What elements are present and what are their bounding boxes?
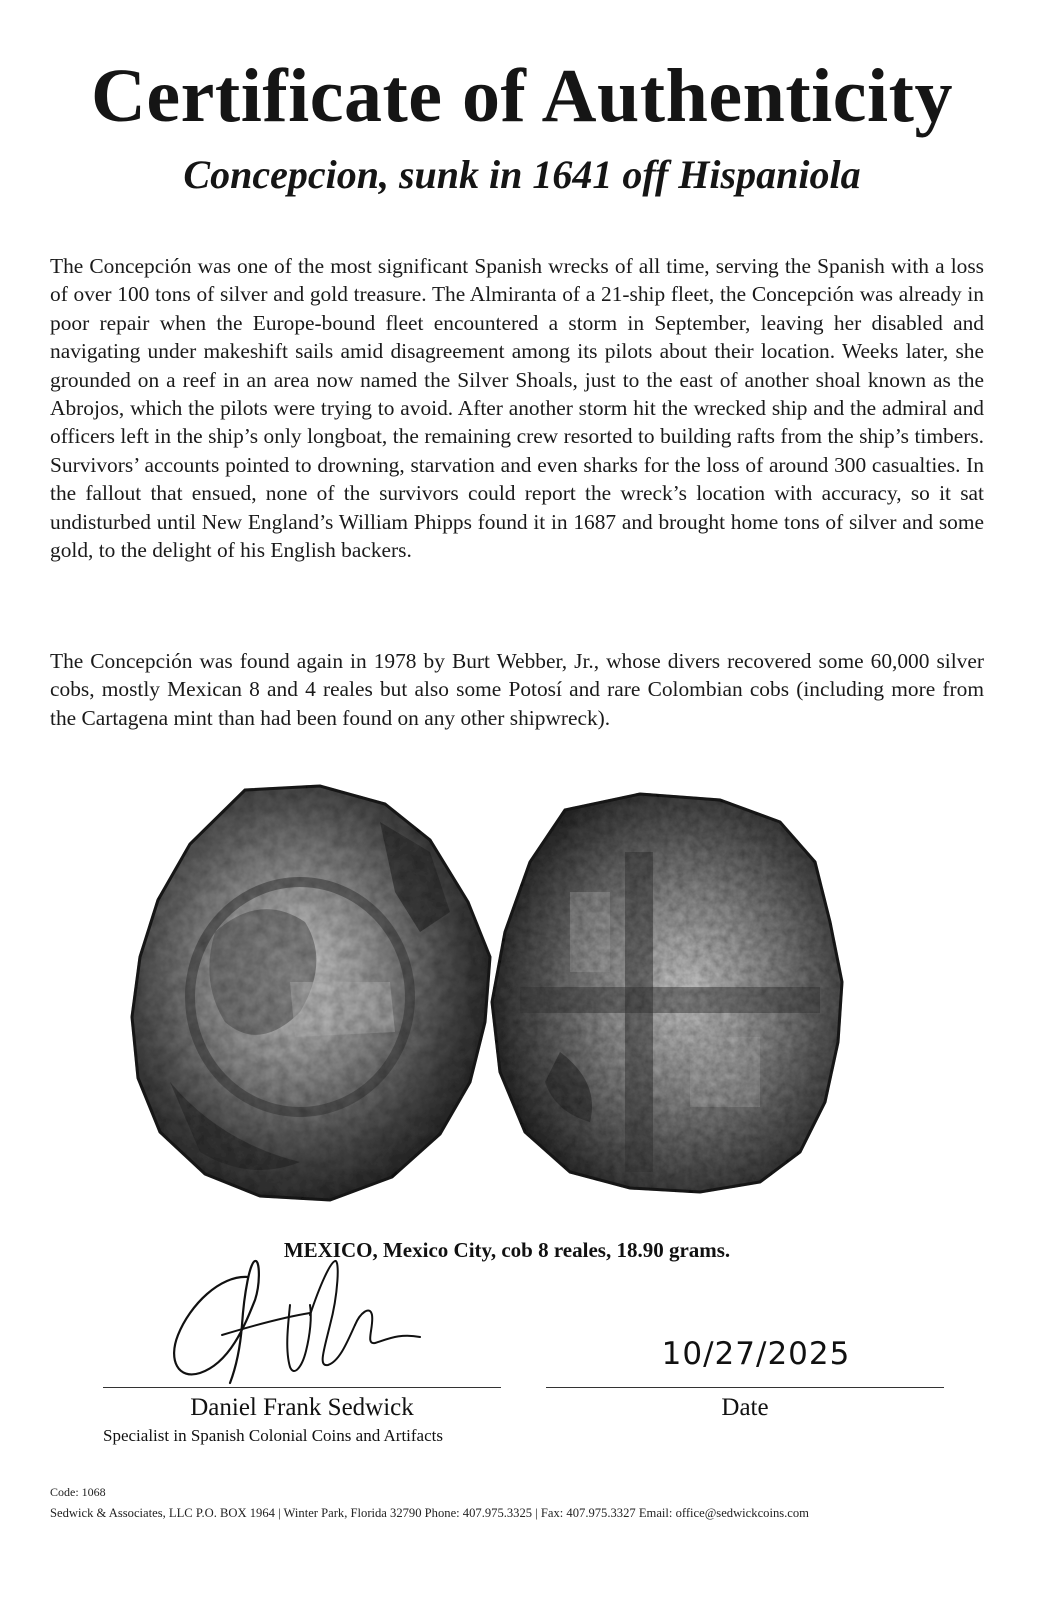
date-line	[546, 1387, 944, 1388]
signature-line	[103, 1387, 501, 1388]
certificate-title: Certificate of Authenticity	[91, 54, 953, 138]
certificate-date-value: 10/27/2025	[661, 1336, 851, 1372]
date-label: Date	[721, 1394, 769, 1421]
signer-name: Daniel Frank Sedwick	[190, 1394, 414, 1421]
signer-title: Specialist in Spanish Colonial Coins and Artifacts	[103, 1426, 443, 1445]
history-paragraph-1: The Concepción was one of the most significant Spanish wrecks of all time, serving the Spanish with a loss of over 100 tons of silver and gold treasure. The Almiranta of a 21-ship fleet, the Concepción was already in poor repair when the Europe-bound fleet encountered a storm in September, leaving her disabled and navigating under makeshift sails amid disagreement among its pilots about their location. Weeks later, she grounded on a reef in an area now named the Silver Shoals, just to the east of another shoal known as the Abrojos, which the pilots were trying to avoid. After another storm hit the wrecked ship and the admiral and officers left in the ship’s only longboat, the remaining crew resorted to building rafts from the ship’s timbers. Survivors’ accounts pointed to drowning, starvation and even sharks for the loss of around 300 casualties. In the fallout that ensued, none of the survivors could report the wreck’s location with accuracy, so it sat undisturbed until New England’s William Phipps found it in 1687 and brought home tons of silver and some gold, to the delight of his English backers.	[50, 254, 984, 563]
signature-image	[160, 1255, 460, 1395]
coin-reverse-image	[492, 794, 842, 1192]
certificate-code: Code: 1068	[50, 1485, 106, 1499]
coin-caption: MEXICO, Mexico City, cob 8 reales, 18.90 grams.	[283, 1238, 731, 1262]
coin-obverse-image	[132, 786, 490, 1200]
history-paragraph-2: The Concepción was found again in 1978 by Burt Webber, Jr., whose divers recovered some 60,000 silver cobs, mostly Mexican 8 and 4 reales but also some Potosí and rare Colombian cobs (including more from the Cartagena mint than had been found on any other shipwreck).	[50, 649, 984, 730]
coin-photos	[0, 782, 1044, 1222]
certificate-subtitle: Concepcion, sunk in 1641 off Hispaniola	[183, 152, 861, 197]
company-contact-footer: Sedwick & Associates, LLC P.O. BOX 1964 | Winter Park, Florida 32790 Phone: 407.975.3325 | Fax: 407.975.3327 Email: office@sedwickcoins.com	[50, 1506, 809, 1520]
